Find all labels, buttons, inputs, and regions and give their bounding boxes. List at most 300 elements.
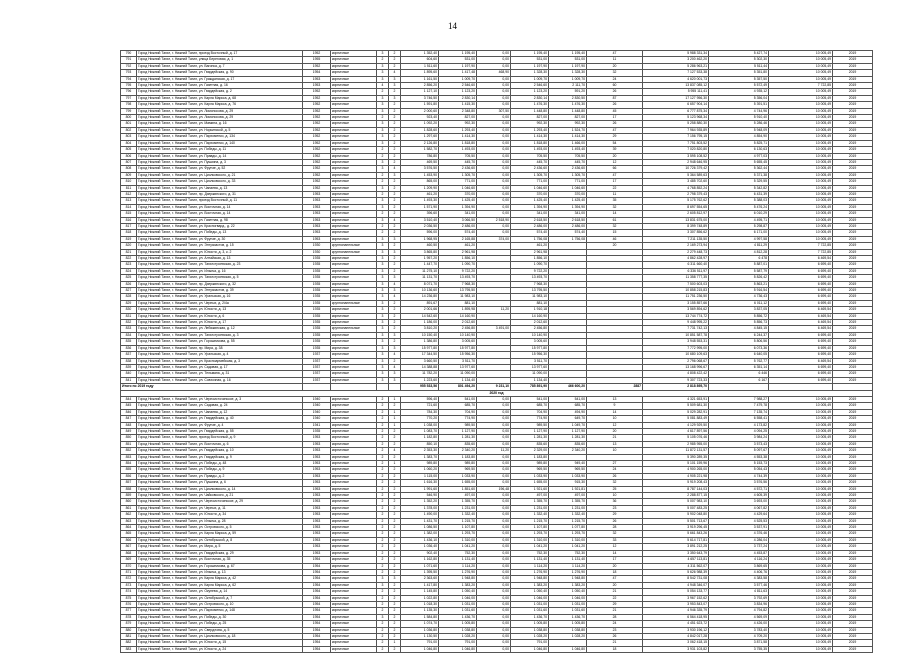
table-cell: 10 005,49	[769, 76, 833, 82]
table-cell: 2	[377, 480, 389, 486]
table-cell: 2019	[833, 550, 873, 556]
table-cell: 1953	[303, 518, 331, 524]
table-cell: Город Нижний Тагил, г. Нижний Тагил, ул. Мамина, д. 16	[137, 121, 303, 127]
table-cell: 11	[587, 57, 643, 63]
table-cell: 870	[121, 563, 137, 569]
table-cell: 0,00	[477, 422, 511, 428]
table-cell: 15 977,80	[511, 345, 549, 351]
table-cell: 7 751 803,52	[643, 140, 709, 146]
table-cell: Город Нижний Тагил, г. Нижний Тагил, ул. Юности, д. 15	[137, 640, 303, 646]
table-cell: 1 049,70	[549, 422, 587, 428]
table-cell: 2 348,80	[439, 108, 477, 114]
table-body-2020	[121, 396, 873, 652]
table-cell: 2	[377, 601, 389, 607]
table-cell: 468,90	[477, 70, 511, 76]
table-cell: 0,00	[477, 461, 511, 467]
table-cell: 12	[587, 159, 643, 165]
table-cell: 2	[377, 191, 389, 197]
table-cell: 2	[377, 396, 389, 402]
table-cell: кирпичные	[331, 185, 377, 191]
table-cell: Город Нижний Тагил, г. Нижний Тагил, ул. Циолковского, д. 14	[137, 486, 303, 492]
table-cell: 6 699,40	[769, 281, 833, 287]
table-cell: 5 614 717,81	[643, 537, 709, 543]
table-cell: 2	[389, 544, 401, 550]
table-cell: 5 388,03	[709, 198, 769, 204]
table-cell: 2	[389, 115, 401, 121]
table-cell: 3 737,24	[709, 544, 769, 550]
table-cell: 866	[121, 537, 137, 543]
table-cell: Город Нижний Тагил, г. Нижний Тагил, ул. Газетная, д. 98	[137, 217, 303, 223]
table-cell: 6 699,40	[769, 377, 833, 383]
table-cell: 6 446	[709, 371, 769, 377]
table-cell: кирпичные	[331, 320, 377, 326]
table-cell: 3	[377, 300, 389, 306]
total-cell: 785 891,90	[511, 384, 549, 390]
table-cell: кирпичные	[331, 262, 377, 268]
table-cell: 1 005,80	[549, 621, 587, 627]
table-cell: 3	[377, 159, 389, 165]
table-cell: 3	[377, 614, 389, 620]
table-cell: 1955	[303, 57, 331, 63]
table-cell: 3 576,50	[401, 166, 439, 172]
table-cell: 4 453,87	[709, 550, 769, 556]
table-cell: 1954	[303, 646, 331, 652]
table-cell: 10 005,49	[769, 70, 833, 76]
table-cell: 2	[377, 640, 389, 646]
table-cell: 2	[389, 525, 401, 531]
table-cell: 827,00	[511, 115, 549, 121]
table-cell: 1 948,80	[439, 576, 477, 582]
table-cell: 1953	[303, 435, 331, 441]
table-cell: 1 383,20	[439, 582, 477, 588]
table-cell: 1 828,60	[401, 127, 439, 133]
table-cell: 1 197,90	[511, 63, 549, 69]
table-cell: 5 101 159,96	[643, 461, 709, 467]
table-cell: 6 699,40	[769, 268, 833, 274]
table-cell: 2	[389, 646, 401, 652]
table-cell: 10 005,49	[769, 505, 833, 511]
table-cell: 3 491,00	[477, 326, 511, 332]
table-cell: 497,00	[549, 493, 587, 499]
table-cell: 1 031,60	[549, 608, 587, 614]
table-row	[121, 326, 873, 332]
table-cell: 1935	[303, 275, 331, 281]
table-cell: 4 286,04	[709, 537, 769, 543]
table-cell: 2	[377, 493, 389, 499]
table-cell: 13 977,60	[439, 364, 477, 370]
table-cell: 1954	[303, 576, 331, 582]
table-cell: 29	[587, 601, 643, 607]
table-cell: 1 394,90	[511, 204, 549, 210]
table-cell: кирпичные	[331, 230, 377, 236]
table-cell: Город Нижний Тагил, г. Нижний Тагил, ул. Восточная, д. 35	[137, 557, 303, 563]
table-cell: 1 033,90	[549, 473, 587, 479]
table-cell: 5 806,56	[709, 339, 769, 345]
table-cell: 2019	[833, 633, 873, 639]
table-cell: Город Нижний Тагил, г. Нижний Тагил, пр. Дзержинского, д. 31	[137, 191, 303, 197]
table-cell: 1 991,60	[401, 486, 439, 492]
table-cell: 6 699,40	[769, 371, 833, 377]
table-cell: 3	[377, 76, 389, 82]
table-cell: Город Нижний Тагил, г. Нижний Тагил, ул. Гвардейская, д. 90	[137, 70, 303, 76]
table-cell: 1952	[303, 127, 331, 133]
table-cell: 784,30	[401, 409, 439, 415]
table-cell: 10 005,49	[769, 633, 833, 639]
table-cell: 4 845,15	[709, 326, 769, 332]
table-cell: 0,00	[477, 83, 511, 89]
table-cell: 5 357,50	[709, 76, 769, 82]
table-cell: кирпичные	[331, 557, 377, 563]
table-cell: 1 215,70	[439, 518, 477, 524]
table-cell: 12	[587, 544, 643, 550]
table-cell: 4 426,00	[709, 621, 769, 627]
table-cell: 1952	[303, 134, 331, 140]
table-cell: 833	[121, 326, 137, 332]
table-cell: 2019	[833, 313, 873, 319]
table-cell: кирпичные	[331, 563, 377, 569]
table-cell: кирпичные	[331, 544, 377, 550]
table-cell: 0,00	[477, 563, 511, 569]
table-cell: 1940	[303, 396, 331, 402]
table-cell: 791	[121, 57, 137, 63]
table-cell: 10 005,49	[769, 191, 833, 197]
table-cell: 3 755,35	[709, 646, 769, 652]
table-cell: крупнопанельные	[331, 243, 377, 249]
table-cell: 5 948,09	[709, 127, 769, 133]
table-cell: 1 090,70	[439, 262, 477, 268]
table-cell: Город Нижний Тагил, г. Нижний Тагил, ул. Гвардейская, д. 29	[137, 550, 303, 556]
table-cell: 10 005,49	[769, 403, 833, 409]
table-cell: 47	[587, 576, 643, 582]
table-cell: 1 394,90	[549, 204, 587, 210]
table-cell: Город Нижний Тагил, г. Нижний Тагил, ул. Гвардейская, д. 40	[137, 416, 303, 422]
table-cell: 3	[377, 364, 389, 370]
table-cell: 2 000,60	[401, 108, 439, 114]
table-cell: 3	[389, 345, 401, 351]
table-cell: 1 161,50	[401, 76, 439, 82]
table-cell: 0,00	[477, 63, 511, 69]
table-cell: 1953	[303, 493, 331, 499]
table-cell: 1 131,40	[439, 557, 477, 563]
table-cell: 3	[377, 339, 389, 345]
table-cell: 2 012,60	[439, 320, 477, 326]
table-cell: 1 332,40	[439, 512, 477, 518]
table-cell: 10 005,49	[769, 223, 833, 229]
total-label: Итого по 2019 году	[121, 384, 303, 390]
table-cell: 10 005,49	[769, 95, 833, 101]
table-cell: 2	[377, 633, 389, 639]
table-row	[121, 646, 873, 652]
table-cell: Город Нижний Тагил, г. Нижний Тагил, ул. Черных, д. 2/4а	[137, 300, 303, 306]
table-cell: 1937	[303, 364, 331, 370]
table-cell: 871	[121, 569, 137, 575]
table-cell: 0,00	[477, 589, 511, 595]
table-cell: 805	[121, 147, 137, 153]
table-cell: 1 447,70	[401, 262, 439, 268]
table-cell: 4 794,82	[709, 608, 769, 614]
table-cell: Город Нижний Тагил, г. Нижний Тагил, ул. Ильича, д. 16	[137, 268, 303, 274]
table-cell: 1 448,80	[511, 108, 549, 114]
table-cell: 5 054 133,77	[643, 589, 709, 595]
table-cell: 3 953 843,07	[643, 601, 709, 607]
table-cell: 880	[121, 627, 137, 633]
table-cell: 3	[377, 582, 389, 588]
table-cell: 2	[377, 422, 389, 428]
table-cell: 1953	[303, 544, 331, 550]
table-cell: 2	[377, 557, 389, 563]
table-cell: 2019	[833, 243, 873, 249]
table-cell: 1 031,00	[439, 601, 477, 607]
table-cell: кирпичные	[331, 518, 377, 524]
table-cell: 25	[587, 486, 643, 492]
table-cell: 2019	[833, 563, 873, 569]
table-cell: 10 005,49	[769, 499, 833, 505]
table-cell: Город Нижний Тагил, г. Нижний Тагил, ул. Норкинской, д. 5	[137, 127, 303, 133]
table-cell: 4 811,29	[709, 243, 769, 249]
table-cell: 825	[121, 275, 137, 281]
table-cell: Город Нижний Тагил, г. Нижний Тагил, ул. Ломоносова, д. 29	[137, 108, 303, 114]
table-cell: 5 123 968,34	[643, 115, 709, 121]
table-cell: 845	[121, 403, 137, 409]
table-cell: кирпичные	[331, 89, 377, 95]
table-cell: 10 005,49	[769, 153, 833, 159]
table-cell: 2019	[833, 352, 873, 358]
table-cell: 15 956,30	[439, 352, 477, 358]
table-cell: 2019	[833, 76, 873, 82]
table-cell: 1 448,80	[549, 108, 587, 114]
table-cell: 2	[389, 505, 401, 511]
table-cell: 1 293,40	[511, 127, 549, 133]
table-cell: 11 751 236,50	[643, 294, 709, 300]
table-cell: 7 211 135,50	[643, 236, 709, 242]
table-cell: 816	[121, 217, 137, 223]
table-cell: кирпичные	[331, 63, 377, 69]
table-cell: 2	[377, 153, 389, 159]
table-cell: 36	[587, 499, 643, 505]
table-cell: 2	[389, 307, 401, 313]
table-cell: 792	[121, 63, 137, 69]
table-cell: кирпичные	[331, 236, 377, 242]
table-cell: 1937	[303, 358, 331, 364]
table-cell: 2019	[833, 448, 873, 454]
table-cell: 3	[389, 236, 401, 242]
table-cell: 1 436,70	[439, 614, 477, 620]
table-cell: Город Нижний Тагил, г. Нижний Тагил, ул. Свердлова, д. 5	[137, 627, 303, 633]
table-cell: 2	[377, 525, 389, 531]
table-cell: 2	[377, 499, 389, 505]
table-cell: 2019	[833, 493, 873, 499]
table-cell: 5 910,40	[709, 115, 769, 121]
table-cell: 29	[587, 134, 643, 140]
table-cell: 2 486,00	[439, 223, 477, 229]
table-cell: 1 493,40	[549, 147, 587, 153]
table-cell: 3	[389, 95, 401, 101]
table-cell: 6 351,14	[709, 364, 769, 370]
table-cell: 1 127,90	[549, 428, 587, 434]
table-cell: кирпичные	[331, 313, 377, 319]
table-cell: 22	[587, 185, 643, 191]
table-cell: 23	[587, 627, 643, 633]
table-cell: 10 005,49	[769, 172, 833, 178]
table-cell: 12	[587, 422, 643, 428]
table-cell: 2 961,98	[511, 249, 549, 255]
table-cell: 9 307 723,33	[643, 377, 709, 383]
total-cell: 801 494,20	[439, 384, 477, 390]
table-cell: 2019	[833, 57, 873, 63]
table-cell: 6 699,40	[769, 345, 833, 351]
table-cell: 1952	[303, 159, 331, 165]
table-cell: 771,00	[439, 179, 477, 185]
table-cell: 2 340,20	[439, 448, 477, 454]
table-cell: 10 005,49	[769, 441, 833, 447]
table-cell: 11 983,10	[439, 294, 477, 300]
table-cell: кирпичные	[331, 51, 377, 57]
table-cell: 0,00	[477, 127, 511, 133]
table-cell: Город Нижний Тагил, г. Нижний Тагил, проезд Восточный, д. 9	[137, 435, 303, 441]
table-cell: 2	[389, 537, 401, 543]
table-cell: 2	[389, 563, 401, 569]
table-cell: 7 020 820,80	[643, 147, 709, 153]
table-cell: Город Нижний Тагил, г. Нижний Тагил, ул. Фрунзе, д. 30	[137, 236, 303, 242]
table-cell: 989,50	[439, 422, 477, 428]
table-cell: 1 031,60	[511, 608, 549, 614]
table-cell: 3	[377, 243, 389, 249]
table-cell: 6 130,63	[709, 147, 769, 153]
table-cell: 445,70	[549, 159, 587, 165]
table-cell: 2	[389, 569, 401, 575]
table-cell: 29	[587, 512, 643, 518]
table-cell: 882	[121, 640, 137, 646]
table-cell: 2	[389, 89, 401, 95]
table-cell: 0,00	[477, 204, 511, 210]
table-cell: 861	[121, 505, 137, 511]
table-cell: 1952	[303, 108, 331, 114]
table-cell: 1 046,80	[549, 646, 587, 652]
table-cell: 2019	[833, 461, 873, 467]
table-cell: 5 371,38	[709, 172, 769, 178]
table-cell: 2	[389, 262, 401, 268]
table-cell: Город Нижний Тагил, г. Нижний Тагил, ул. Чапаева, д. 13	[137, 185, 303, 191]
table-cell: 0,00	[477, 454, 511, 460]
table-cell: Город Нижний Тагил, г. Нижний Тагил, ул. Горошникова, д. 55	[137, 339, 303, 345]
table-cell: 1954	[303, 70, 331, 76]
table-cell: 2	[377, 595, 389, 601]
table-cell: 4 525,53	[709, 518, 769, 524]
table-cell: 17 344,50	[401, 352, 439, 358]
table-cell: 3	[377, 326, 389, 332]
table-cell: кирпичные	[331, 377, 377, 383]
table-cell: 541,00	[439, 396, 477, 402]
table-cell: 2019	[833, 217, 873, 223]
table-cell: 3	[389, 76, 401, 82]
table-cell: 3	[377, 134, 389, 140]
table-cell: 1953	[303, 441, 331, 447]
table-cell: 2019	[833, 320, 873, 326]
table-cell: 3 931 103,82	[643, 646, 709, 652]
table-cell: 0,00	[477, 435, 511, 441]
table-cell: 2 486,00	[511, 223, 549, 229]
table-cell: 2	[389, 63, 401, 69]
table-cell: 2	[377, 646, 389, 652]
table-cell: 10 005,49	[769, 576, 833, 582]
table-cell: кирпичные	[331, 332, 377, 338]
table-cell: 17	[587, 179, 643, 185]
table-cell: 0,00	[477, 557, 511, 563]
total-cell: 2 818 895,70	[643, 384, 709, 390]
table-cell: 3	[389, 288, 401, 294]
table-cell: Город Нижний Тагил, г. Нижний Тагил, пр. Мира, д. 38	[137, 345, 303, 351]
table-cell: 341,00	[439, 211, 477, 217]
table-cell: 1 281,30	[549, 435, 587, 441]
table-cell: 5 175 762,62	[643, 198, 709, 204]
table-cell: 3	[377, 63, 389, 69]
table-cell: 5 661 843,26	[643, 531, 709, 537]
table-cell: 10 005,49	[769, 127, 833, 133]
table-cell: 2019	[833, 63, 873, 69]
table-cell: 2	[389, 403, 401, 409]
table-cell: 831	[121, 313, 137, 319]
table-cell: 3 573,43	[709, 441, 769, 447]
table-cell: 2	[377, 403, 389, 409]
table-cell: 847	[121, 416, 137, 422]
table-cell: кирпичные	[331, 448, 377, 454]
table-cell: Город Нижний Тагил, г. Нижний Тагил, ул. Победы, д. 48	[137, 461, 303, 467]
table-cell: 3	[377, 320, 389, 326]
table-cell: 1953	[303, 486, 331, 492]
table-cell: 2	[389, 326, 401, 332]
table-cell: 1 476,30	[549, 102, 587, 108]
table-cell: 0,00	[477, 179, 511, 185]
table-cell: 0,00	[477, 153, 511, 159]
table-cell: 771,00	[549, 179, 587, 185]
table-cell: 989,80	[401, 461, 439, 467]
table-cell: 6 469,54	[769, 256, 833, 262]
table-cell: 2	[389, 223, 401, 229]
table-cell: 196,48	[477, 486, 511, 492]
table-cell: 1	[389, 640, 401, 646]
table-cell: 1952	[303, 63, 331, 69]
table-cell: 1 818,80	[511, 140, 549, 146]
table-cell: 2019	[833, 121, 873, 127]
table-cell: 10 005,49	[769, 601, 833, 607]
table-cell: 14 542,60	[401, 313, 439, 319]
table-cell: 0,00	[477, 211, 511, 217]
table-cell: 2	[389, 473, 401, 479]
table-cell: 2	[389, 428, 401, 434]
table-cell: 2	[389, 140, 401, 146]
table-cell: 1 083,70	[401, 428, 439, 434]
table-cell: 1 921,81	[549, 486, 587, 492]
table-cell: кирпичные	[331, 198, 377, 204]
table-cell: 2	[377, 531, 389, 537]
table-cell: 14 160,90	[511, 313, 549, 319]
table-cell: 1954	[303, 569, 331, 575]
table-cell: 1 041,20	[511, 544, 549, 550]
table-cell: 2	[389, 313, 401, 319]
table-cell: 2019	[833, 595, 873, 601]
table-cell: 1 332,40	[511, 512, 549, 518]
table-cell: 0,00	[477, 569, 511, 575]
table-cell: 2019	[833, 159, 873, 165]
table-cell: 10 005,49	[769, 230, 833, 236]
table-cell: 840	[121, 371, 137, 377]
table-cell: 341,00	[549, 211, 587, 217]
registry-table-container	[120, 50, 872, 653]
table-cell: 7 479,78	[709, 403, 769, 409]
table-cell: 5 572,49	[709, 83, 769, 89]
table-cell: 4 116,24	[709, 557, 769, 563]
table-cell: 818	[121, 230, 137, 236]
